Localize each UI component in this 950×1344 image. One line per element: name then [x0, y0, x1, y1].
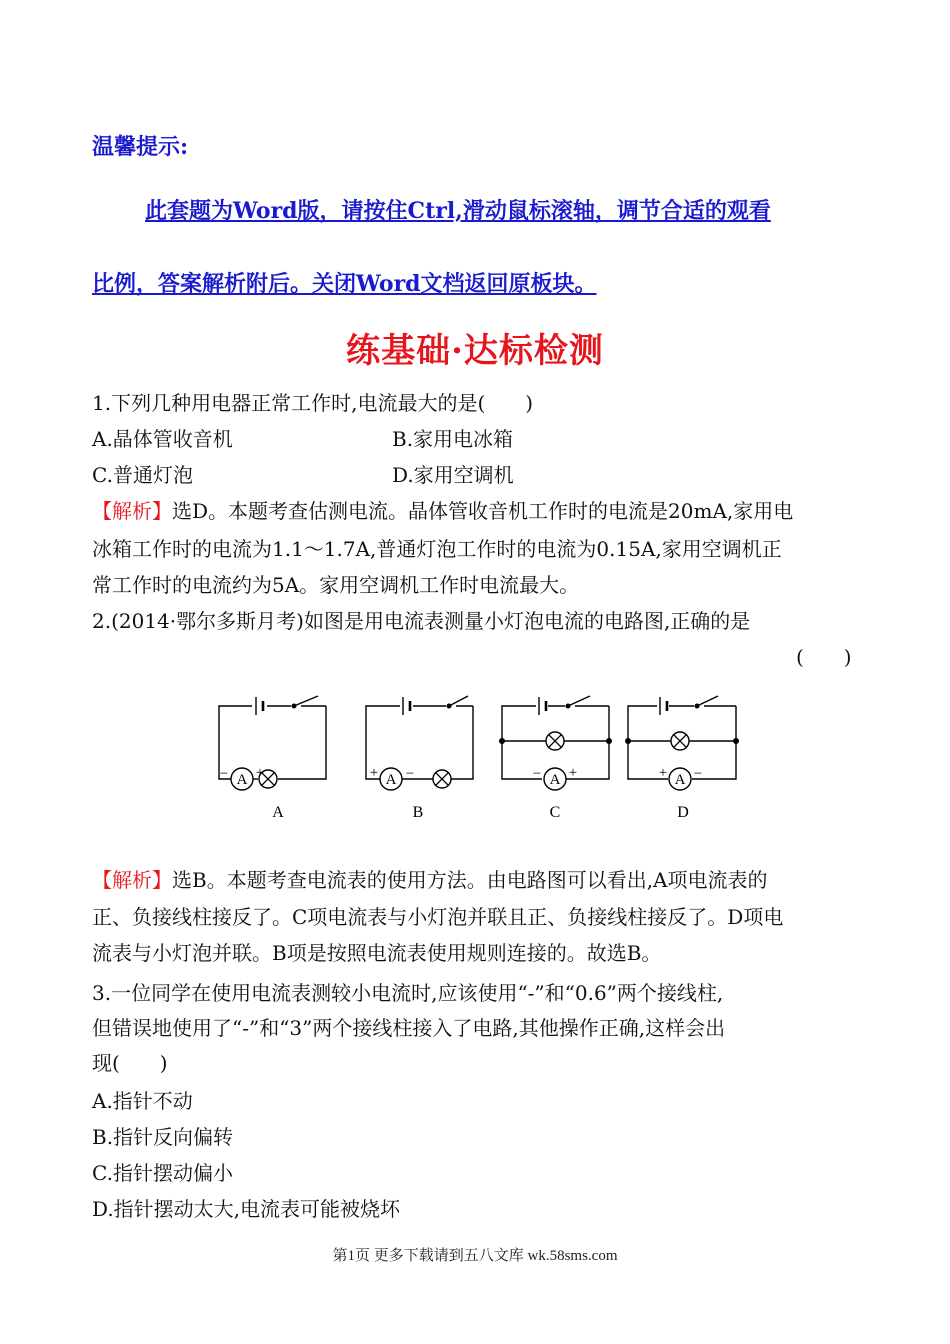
analysis-tag: 【解析】	[92, 499, 172, 523]
q1-analysis-line-1	[92, 495, 793, 524]
q1-analysis-line-3: 常工作时的电流约为5A。家用空调机工作时电流最大。	[92, 573, 580, 597]
q3-option-c: C.指针摆动偏小	[92, 1161, 233, 1185]
q1-option-b: B.家用电冰箱	[392, 427, 514, 451]
q3-stem-line-2: 但错误地使用了“-”和“3”两个接线柱接入了电路,其他操作正确,这样会出	[92, 1016, 726, 1040]
tip-line-2[interactable]: 比例，答案解析附后。关闭Word文档返回原板块。	[92, 271, 597, 297]
terminal-plus: +	[568, 765, 578, 781]
circuit-label-c: C	[549, 804, 561, 821]
lamp-icon	[433, 770, 451, 788]
circuit-diagrams	[0, 680, 950, 830]
q1-option-a: A.晶体管收音机	[92, 427, 233, 451]
page-footer: 第1页 更多下载请到五八文库 wk.58sms.com	[332, 1248, 618, 1264]
terminal-minus: −	[693, 766, 703, 782]
circuit-label-a: A	[272, 804, 284, 821]
circuit-b	[366, 696, 473, 790]
q2-analysis-line-2: 正、负接线柱接反了。C项电流表与小灯泡并联且正、负接线柱接反了。D项电	[92, 905, 784, 929]
ammeter-symbol: A	[385, 772, 397, 788]
q2-answer-bracket: ( )	[796, 645, 852, 669]
q1-analysis-text: 选D。本题考查估测电流。晶体管收音机工作时的电流是20mA,家用电	[172, 499, 794, 523]
q3-stem-line-3: 现( )	[92, 1051, 168, 1075]
q1-analysis-line-2: 冰箱工作时的电流为1.1～1.7A,普通灯泡工作时的电流为0.15A,家用空调机正	[92, 537, 782, 561]
terminal-minus: −	[219, 766, 229, 782]
q3-option-d: D.指针摆动太大,电流表可能被烧坏	[92, 1197, 401, 1221]
lamp-icon	[671, 732, 689, 750]
lamp-icon	[546, 732, 564, 750]
q3-option-b: B.指针反向偏转	[92, 1125, 234, 1149]
q3-stem-line-1: 3.一位同学在使用电流表测较小电流时,应该使用“-”和“0.6”两个接线柱,	[92, 981, 724, 1005]
terminal-plus: +	[369, 765, 379, 781]
q1-option-c: C.普通灯泡	[92, 463, 193, 487]
terminal-plus: +	[658, 765, 668, 781]
tip-line-1[interactable]: 此套题为Word版，请按住Ctrl,滑动鼠标滚轴，调节合适的观看	[145, 198, 771, 224]
q2-stem: 2.(2014·鄂尔多斯月考)如图是用电流表测量小灯泡电流的电路图,正确的是	[92, 609, 751, 633]
section-title: 练基础·达标检测	[346, 331, 604, 371]
analysis-tag: 【解析】	[92, 868, 172, 892]
q3-option-a: A.指针不动	[92, 1089, 193, 1113]
q2-analysis-text: 选B。本题考查电流表的使用方法。由电路图可以看出,A项电流表的	[172, 868, 768, 892]
terminal-minus: −	[405, 766, 415, 782]
circuit-label-b: B	[412, 804, 424, 821]
q1-option-d: D.家用空调机	[392, 463, 514, 487]
q1-stem: 1.下列几种用电器正常工作时,电流最大的是( )	[92, 391, 534, 415]
q2-analysis-line-3: 流表与小灯泡并联。B项是按照电流表使用规则连接的。故选B。	[92, 941, 662, 965]
terminal-minus: −	[532, 766, 542, 782]
terminal-plus: +	[255, 765, 265, 781]
ammeter-symbol: A	[236, 772, 248, 788]
tip-title: 温馨提示:	[92, 134, 189, 160]
circuit-a	[219, 696, 326, 790]
ammeter-symbol: A	[674, 772, 686, 788]
ammeter-symbol: A	[549, 772, 561, 788]
circuit-label-d: D	[677, 804, 689, 821]
q2-analysis-line-1	[92, 864, 768, 893]
